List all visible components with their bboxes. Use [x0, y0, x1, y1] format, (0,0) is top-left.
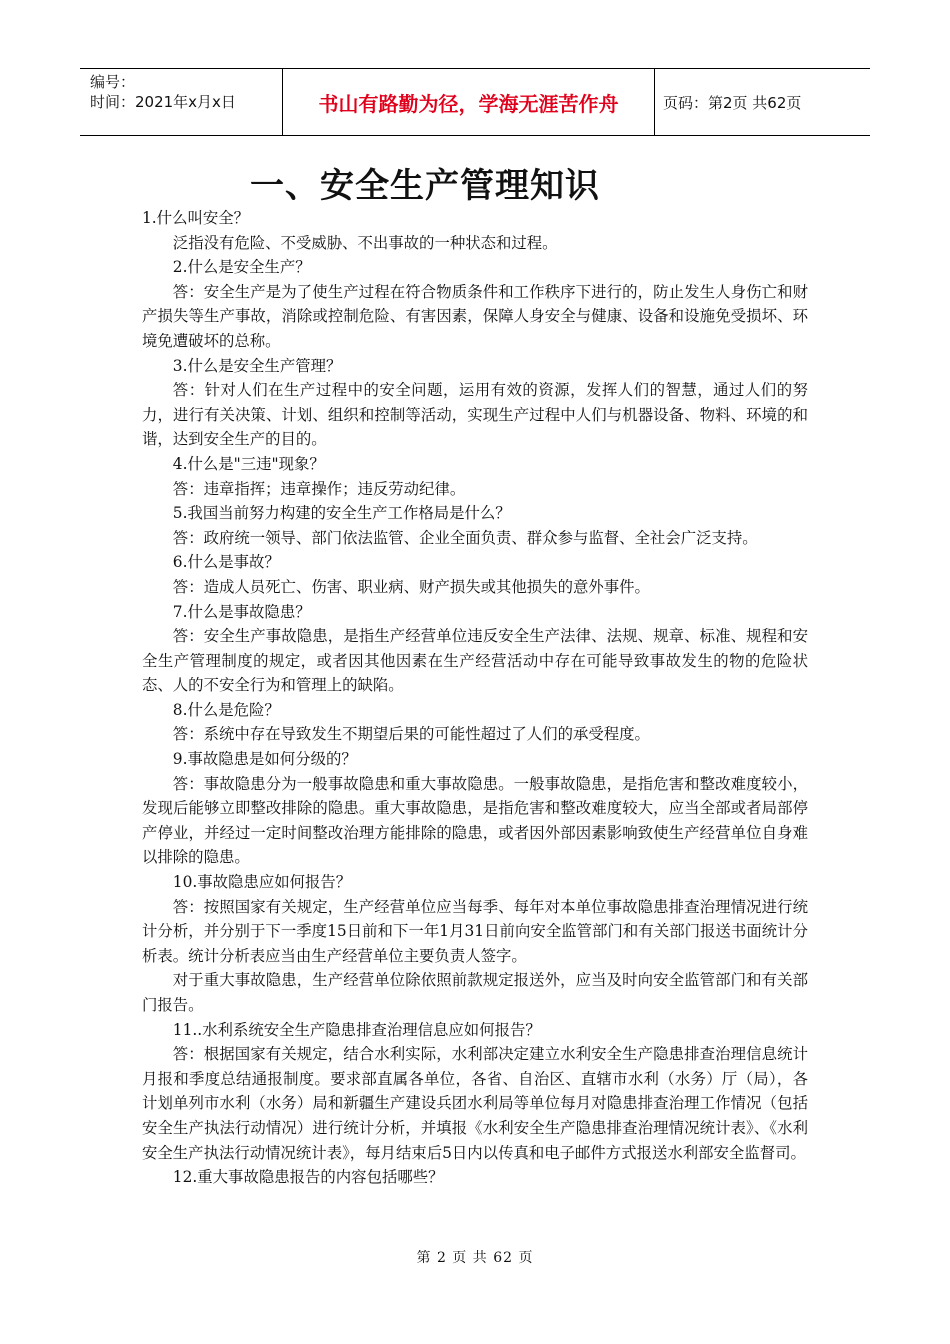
- paragraph: 对于重大事故隐患，生产经营单位除依照前款规定报送外，应当及时向安全监管部门和有关部门报告。: [142, 971, 808, 1014]
- paragraph: 1.什么叫安全？: [142, 209, 250, 227]
- paragraph: 答：安全生产事故隐患，是指生产经营单位违反安全生产法律、法规、规章、标准、规程和安全生产管理制度的规定，或者因其他因素在生产经营活动中存在可能导致事故发生的物的危险状态、人的不安全行为和管理上的缺陷。: [142, 627, 808, 695]
- paragraph: 答：系统中存在导致发生不期望后果的可能性超过了人们的承受程度。: [172, 725, 650, 744]
- paragraph: 答：事故隐患分为一般事故隐患和重大事故隐患。一般事故隐患，是指危害和整改难度较小，发现后能够立即整改排除的隐患。重大事故隐患，是指危害和整改难度较大，应当全部或者局部停产停业，并经过一定时间整改治理方能排除的隐患，或者因外部因素影响致使生产经营单位自身难以排除的隐患。: [142, 774, 808, 867]
- paragraph: 泛指没有危险、不受威胁、不出事故的一种状态和过程。: [172, 233, 558, 252]
- paragraph: 10.事故隐患应如何报告？: [172, 873, 352, 892]
- number-label: 编号：: [90, 73, 136, 91]
- paragraph: 答：针对人们在生产过程中的安全问题，运用有效的资源，发挥人们的智慧，通过人们的努力，进行有关决策、计划、组织和控制等活动，实现生产过程中人们与机器设备、物料、环境的和谐，达到安全生产的目的。: [142, 381, 808, 449]
- date-text: 时间：2021年x月x日: [90, 93, 236, 111]
- page-header: [80, 68, 870, 136]
- paragraph: 5.我国当前努力构建的安全生产工作格局是什么？: [172, 504, 511, 523]
- document-body: [142, 206, 808, 1190]
- paragraph: 答：安全生产是为了使生产过程在符合物质条件和工作秩序下进行的，防止发生人身伤亡和财产损失等生产事故，消除或控制危险、有害因素，保障人身安全与健康、设备和设施免受损坏、环境免遭破坏的总称。: [142, 282, 808, 350]
- paragraph: 答：违章指挥；违章操作；违反劳动纪律。: [172, 479, 466, 498]
- header-motto: 书山有路勤为径，学海无涯苦作舟: [283, 69, 655, 135]
- paragraph: 答：根据国家有关规定，结合水利实际，水利部决定建立水利安全生产隐患排查治理信息统计月报和季度总结通报制度。要求部直属各单位，各省、自治区、直辖市水利（水务）厅（局），各计划单列市水利（水务）局和新疆生产建设兵团水利局等单位每月对隐患排查治理工作情况（包括安全生产执法行动情况）进行统计分析，并填报《水利安全生产隐患排查治理情况统计表》、《水利安全生产执法行动情况统计表》，每月结束后5日内以传真和电子邮件方式报送水利部安全监督司。: [142, 1045, 808, 1162]
- paragraph: 8.什么是危险？: [172, 700, 280, 719]
- paragraph: 6.什么是事故？: [172, 553, 280, 572]
- paragraph: 3.什么是安全生产管理？: [172, 356, 342, 375]
- paragraph: 答：政府统一领导、部门依法监管、企业全面负责、群众参与监督、全社会广泛支持。: [172, 528, 758, 547]
- paragraph: 4.什么是"三违"现象？: [172, 454, 325, 473]
- paragraph: 2.什么是安全生产？: [172, 258, 311, 277]
- paragraph: 答：造成人员死亡、伤害、职业病、财产损失或其他损失的意外事件。: [172, 577, 650, 596]
- paragraph: 7.什么是事故隐患？: [172, 602, 311, 621]
- paragraph: 9.事故隐患是如何分级的？: [172, 750, 357, 769]
- header-meta: [80, 69, 283, 135]
- paragraph: 12.重大事故隐患报告的内容包括哪些？: [172, 1168, 444, 1187]
- paragraph: 答：按照国家有关规定，生产经营单位应当每季、每年对本单位事故隐患排查治理情况进行统计分析，并分别于下一季度15日前和下一年1月31日前向安全监管部门和有关部门报送书面统计分析表。统计分析表应当由生产经营单位主要负责人签字。: [142, 897, 808, 965]
- header-page-info: 页码：第2页 共62页: [663, 93, 802, 112]
- page-title: 一、安全生产管理知识: [250, 166, 600, 206]
- page-footer: 第 2 页 共 62 页: [416, 1250, 534, 1266]
- paragraph: 11..水利系统安全生产隐患排查治理信息应如何报告？: [172, 1020, 541, 1039]
